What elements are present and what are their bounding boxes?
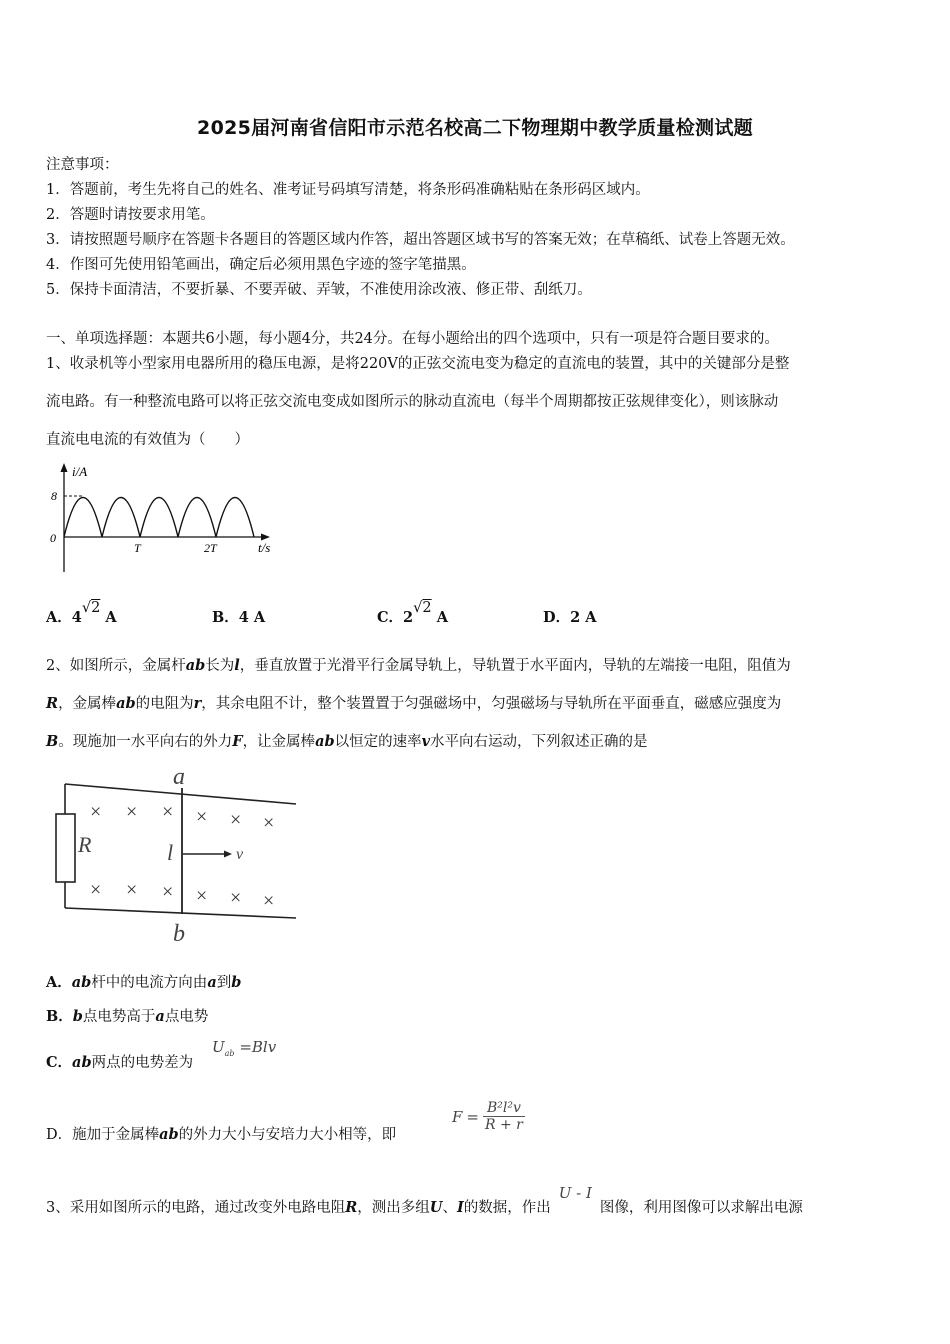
text: ，其余电阻不计，整个装置置于匀强磁场中，匀强磁场与导轨所在平面垂直，磁感应强度为	[201, 696, 782, 712]
q1-option-b[interactable]: B．4 A	[212, 609, 266, 626]
var: b	[72, 1008, 83, 1025]
cross: ×	[90, 879, 102, 901]
label-b: b	[173, 921, 185, 946]
q1-text-line: 流电路。有一种整流电路可以将正弦交流电变成如图所示的脉动直流电（每半个周期都按正弦规律变化），则该脉动	[46, 394, 779, 410]
q1-rectified-current-graph	[44, 460, 294, 580]
notice-item: 2．答题时请按要求用笔。	[46, 207, 215, 223]
text: 以恒定的速率	[334, 734, 422, 750]
text: 到	[216, 975, 232, 991]
text: ，垂直放置于光滑平行金属导轨上，导轨置于水平面内，导轨的左端接一电阻，阻值为	[239, 658, 791, 674]
formula: U - I	[558, 1184, 592, 1202]
var: ab	[185, 657, 206, 674]
text: ，金属棒	[58, 696, 117, 712]
text: C．	[46, 1054, 73, 1071]
unit: A	[436, 609, 448, 626]
equals: =	[466, 1107, 479, 1126]
var: v	[421, 733, 431, 750]
text: 长为	[205, 658, 235, 674]
q2-rail-circuit-figure	[46, 764, 301, 946]
q2-option-c[interactable]	[46, 1051, 193, 1072]
text: 图像，利用图像可以求解出电源	[599, 1200, 803, 1216]
fraction	[483, 1100, 525, 1133]
numerator: B²l²v	[486, 1100, 521, 1116]
unit: A	[105, 609, 117, 626]
var: U	[212, 1038, 225, 1056]
tick-label-2T: 2T	[204, 541, 217, 555]
denominator: R + r	[485, 1117, 523, 1133]
label-l: l	[167, 840, 174, 865]
q2-option-d-formula	[452, 1100, 525, 1133]
text: D．施加于金属棒	[46, 1127, 160, 1143]
text: ，测出多组	[357, 1200, 430, 1216]
radicand: 2	[91, 600, 101, 616]
text: 。现施加一水平向右的外力	[58, 734, 233, 750]
text: 的外力大小与安培力大小相等，即	[178, 1127, 397, 1143]
text: 3、采用如图所示的电路，通过改变外电路电阻	[46, 1200, 346, 1216]
label-a: a	[173, 764, 185, 790]
cross: ×	[126, 879, 138, 901]
q1-option-a[interactable]	[46, 600, 117, 627]
radicand: 2	[422, 600, 432, 616]
var: ab	[72, 1054, 92, 1071]
var: F	[232, 733, 243, 750]
cross: ×	[196, 806, 208, 828]
option-label: A．4	[46, 609, 82, 626]
text: 点电势高于	[82, 1009, 156, 1025]
notice-item: 3．请按照题号顺序在答题卡各题目的答题区域内作答，超出答题区域书写的答案无效；在草稿纸、试卷上答题无效。	[46, 232, 795, 248]
text: 的电阻为	[135, 696, 194, 712]
sqrt-sign: √2	[413, 600, 432, 616]
formula-rhs: =Blv	[239, 1038, 277, 1056]
cross: ×	[196, 885, 208, 907]
tick-label-T: T	[134, 541, 141, 555]
q2-option-b[interactable]	[46, 1005, 208, 1026]
text: 两点的电势差为	[91, 1055, 194, 1071]
var: r	[193, 695, 202, 712]
var: ab	[315, 733, 335, 750]
notice-item: 5．保持卡面清洁，不要折暴、不要弄破、弄皱，不准使用涂改液、修正带、刮纸刀。	[46, 282, 592, 298]
text: 水平向右运动，下列叙述正确的是	[430, 734, 648, 750]
q2-text-line	[46, 692, 781, 713]
notice-item: 4．作图可先使用铅笔画出，确定后必须用黑色字迹的签字笔描黑。	[46, 257, 476, 273]
var: F	[452, 1107, 463, 1126]
q1-text-line: 1、收录机等小型家用电器所用的稳压电源，是将220V的正弦交流电变为稳定的直流电的装置，其中的关键部分是整	[46, 356, 790, 372]
q2-option-d[interactable]	[46, 1123, 396, 1144]
var: ab	[116, 695, 136, 712]
var: R	[345, 1199, 358, 1216]
y-axis-label: i/A	[72, 464, 88, 479]
q2-text-line	[46, 730, 648, 751]
q1-option-c[interactable]	[377, 600, 448, 627]
var: a	[155, 1008, 165, 1025]
cross: ×	[90, 801, 102, 823]
q1-option-d[interactable]: D．2 A	[543, 609, 597, 626]
cross: ×	[162, 881, 174, 903]
q2-option-a[interactable]	[46, 971, 241, 992]
text: 、	[442, 1200, 457, 1216]
sqrt-sign: √2	[81, 600, 101, 616]
q2-text-line	[46, 654, 791, 675]
text: 2、如图所示，金属杆	[46, 658, 186, 674]
current-curve	[64, 498, 254, 538]
cross: ×	[263, 890, 275, 912]
text: 点电势	[164, 1009, 209, 1025]
text: A．	[46, 974, 72, 991]
cross: ×	[230, 809, 242, 831]
bottom-rail	[65, 908, 296, 918]
var: l	[234, 657, 240, 674]
notice-heading: 注意事项：	[46, 157, 119, 173]
cross: ×	[230, 887, 242, 909]
y-axis-arrow	[61, 463, 68, 472]
var: I	[456, 1199, 464, 1216]
q3-text-line	[46, 1184, 803, 1217]
text: ，让金属棒	[242, 734, 316, 750]
text: 的数据，作出	[463, 1200, 551, 1216]
var: b	[231, 974, 242, 991]
text: B．	[46, 1008, 73, 1025]
var: U	[429, 1199, 443, 1216]
option-label: C．2	[377, 609, 414, 626]
velocity-arrowhead	[224, 851, 232, 858]
q1-text-line: 直流电电流的有效值为（ ）	[46, 432, 249, 448]
label-v: v	[236, 846, 244, 863]
var: ab	[159, 1126, 179, 1143]
subscript: ab	[224, 1049, 235, 1058]
x-axis-label: t/s	[258, 540, 271, 555]
cross: ×	[263, 812, 275, 834]
cross: ×	[126, 801, 138, 823]
resistor	[56, 814, 75, 882]
origin-label: 0	[50, 531, 56, 545]
cross: ×	[162, 801, 174, 823]
notice-item: 1．答题前，考生先将自己的姓名、准考证号码填写清楚，将条形码准确粘贴在条形码区域内。	[46, 182, 650, 198]
var: a	[207, 974, 217, 991]
var: ab	[71, 974, 92, 991]
var: R	[46, 695, 59, 712]
peak-label: 8	[51, 489, 57, 503]
page-title: 2025届河南省信阳市示范名校高二下物理期中教学质量检测试题	[197, 117, 753, 139]
q2-option-c-formula	[212, 1038, 276, 1058]
text: 杆中的电流方向由	[91, 975, 208, 991]
resistor-label: R	[78, 832, 92, 857]
var: B	[46, 733, 59, 750]
section-heading: 一、单项选择题：本题共6小题，每小题4分，共24分。在每小题给出的四个选项中，只有一项是符合题目要求的。	[46, 331, 779, 347]
